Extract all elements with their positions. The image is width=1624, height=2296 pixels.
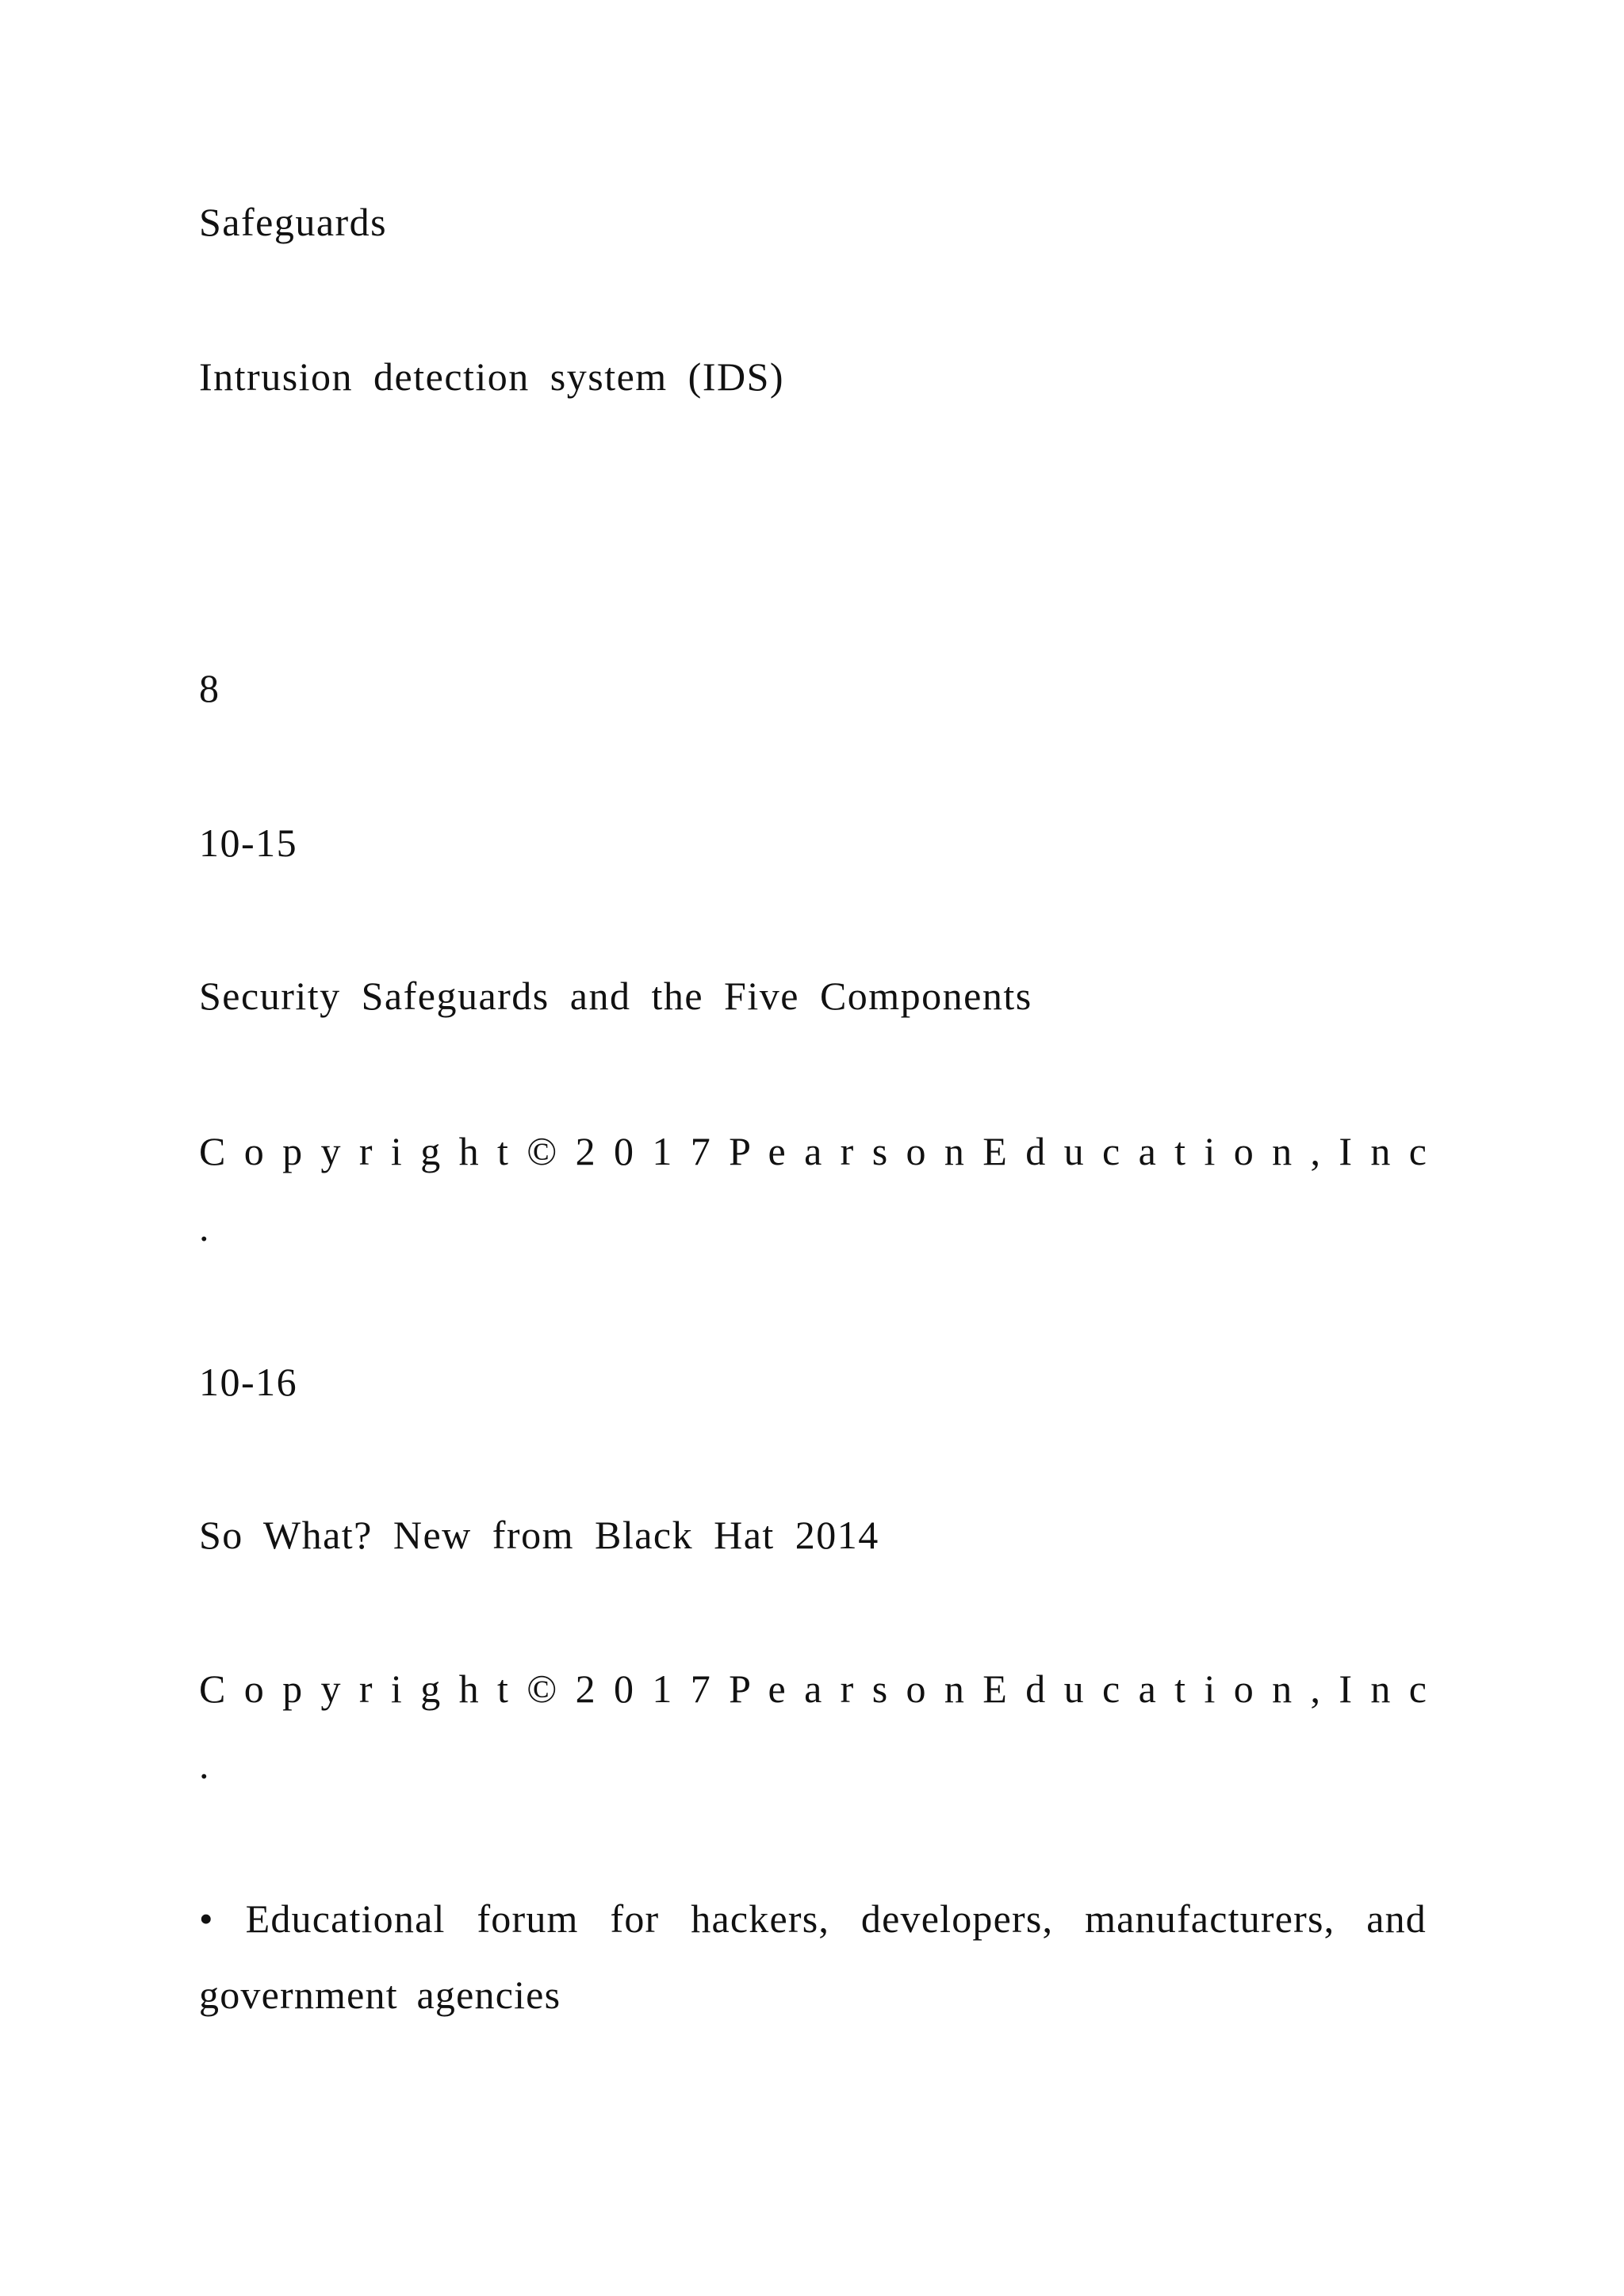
text-intrusion-detection: Intrusion detection system (IDS)	[199, 354, 785, 399]
slide-number-10-16: 10-16	[199, 1360, 298, 1404]
page-number: 8	[199, 666, 220, 710]
heading-safeguards: Safeguards	[199, 200, 388, 244]
slide-number-10-15: 10-15	[199, 821, 298, 865]
slide-title-security-safeguards: Security Safeguards and the Five Components	[199, 974, 1032, 1018]
copyright-line: C o p y r i g h t © 2 0 1 7 P e a r s o n E d u c a t i o n , I n c	[199, 1129, 1427, 1173]
copyright-line-end: .	[199, 1205, 209, 1249]
bullet-educational-forum: • Educational forum for hackers, developers, manufacturers, and government agencies	[199, 1896, 1427, 2017]
copyright-line-end: .	[199, 1743, 209, 1787]
slide-title-black-hat: So What? New from Black Hat 2014	[199, 1513, 879, 1557]
copyright-line: C o p y r i g h t © 2 0 1 7 P e a r s o n E d u c a t i o n , I n c	[199, 1667, 1427, 1711]
